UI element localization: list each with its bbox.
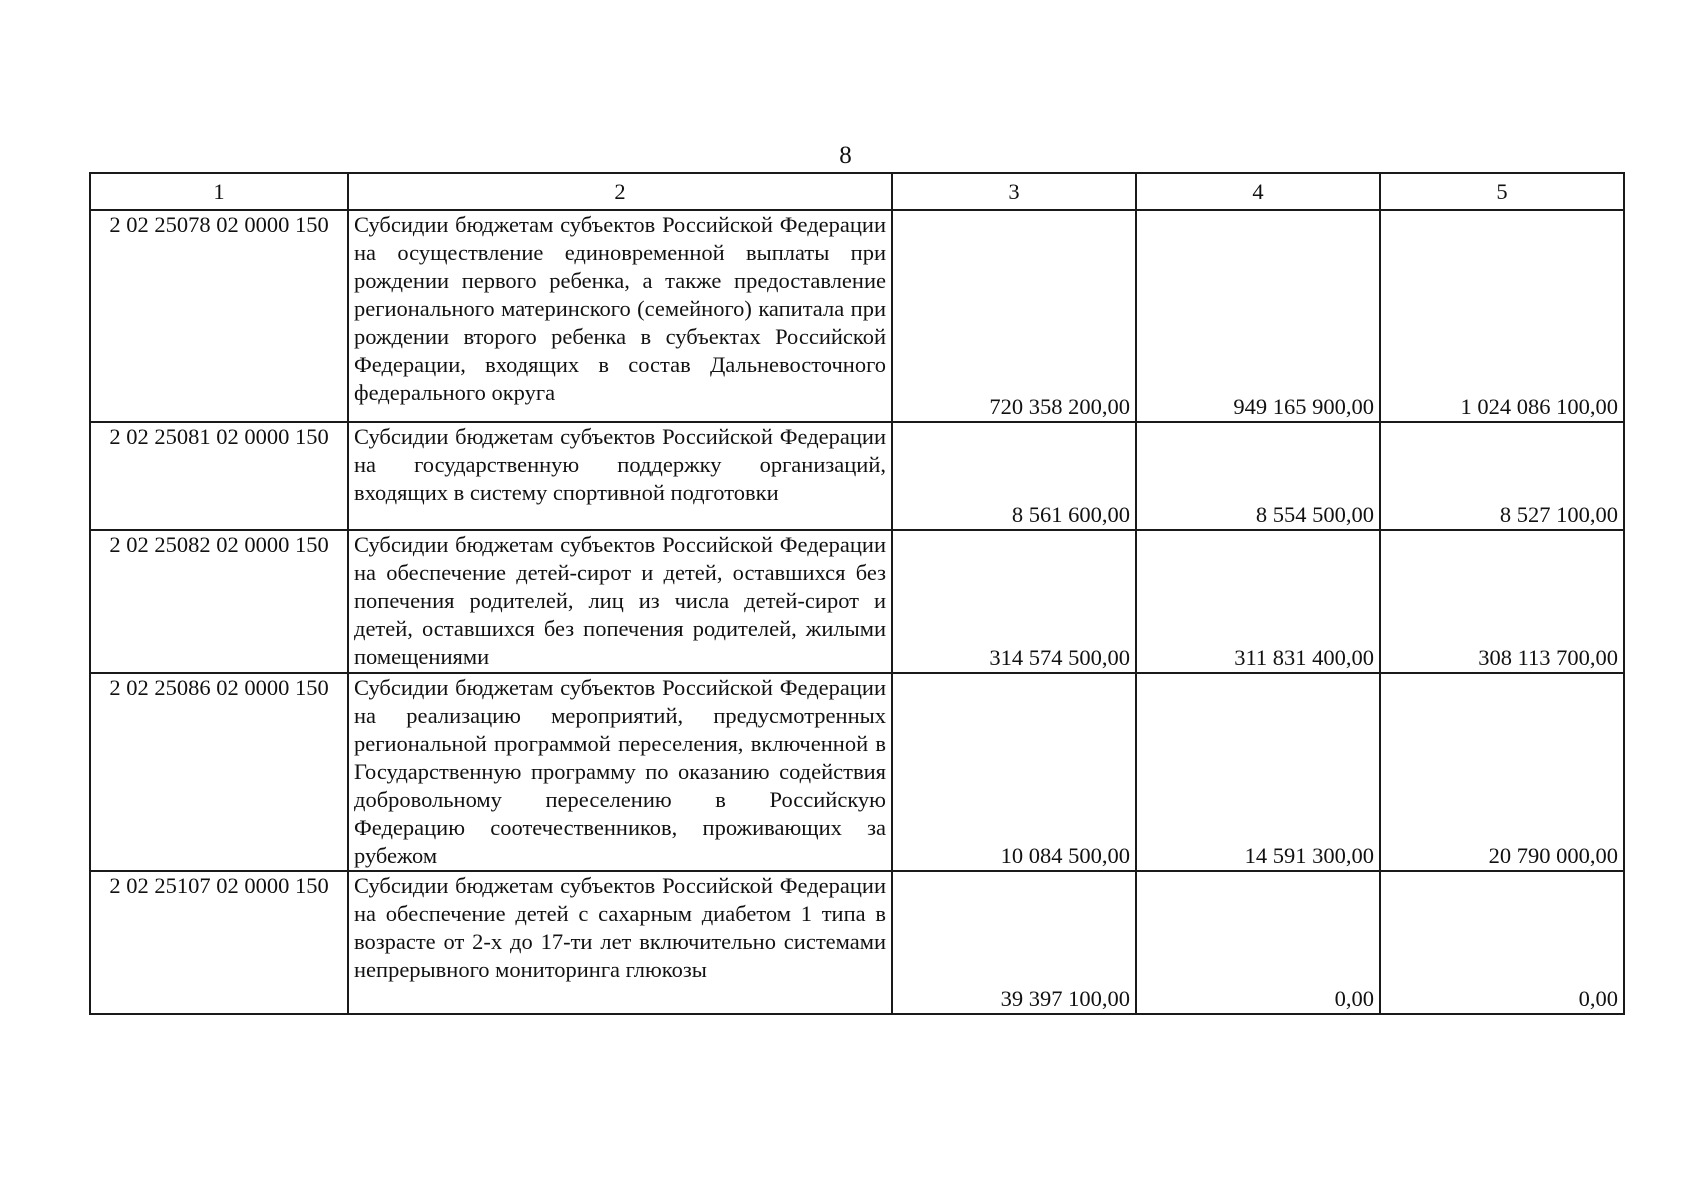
table-row <box>90 871 1624 1014</box>
budget-description: Субсидии бюджетам субъектов Российской Федерации на реализацию мероприятий, предусмотренных региональной программой переселения, включенной в Государственную программу по оказанию содействия добровольному переселению в Российскую Федерацию соотечественников, проживающих за рубежом <box>348 673 892 871</box>
column-header-4: 4 <box>1136 173 1380 210</box>
column-header-3: 3 <box>892 173 1136 210</box>
amount-col-5: 0,00 <box>1380 871 1624 1014</box>
budget-code: 2 02 25081 02 0000 150 <box>90 422 348 530</box>
amount-col-3: 720 358 200,00 <box>892 210 1136 422</box>
budget-code: 2 02 25107 02 0000 150 <box>90 871 348 1014</box>
amount-col-4: 311 831 400,00 <box>1136 530 1380 673</box>
amount-col-5: 8 527 100,00 <box>1380 422 1624 530</box>
page-number: 8 <box>839 142 852 169</box>
amount-col-5: 1 024 086 100,00 <box>1380 210 1624 422</box>
budget-description: Субсидии бюджетам субъектов Российской Федерации на осуществление единовременной выплаты при рождении первого ребенка, а также предоставление регионального материнского (семейного) капитала при рождении второго ребенка в субъектах Российской Федерации, входящих в состав Дальневосточного федерального округа <box>348 210 892 422</box>
table-row <box>90 673 1624 871</box>
amount-col-4: 8 554 500,00 <box>1136 422 1380 530</box>
amount-col-5: 20 790 000,00 <box>1380 673 1624 871</box>
budget-description: Субсидии бюджетам субъектов Российской Федерации на обеспечение детей-сирот и детей, оставшихся без попечения родителей, лиц из числа детей-сирот и детей, оставшихся без попечения родителей, жилыми помещениями <box>348 530 892 673</box>
amount-col-4: 14 591 300,00 <box>1136 673 1380 871</box>
budget-code: 2 02 25082 02 0000 150 <box>90 530 348 673</box>
amount-col-3: 8 561 600,00 <box>892 422 1136 530</box>
budget-code: 2 02 25078 02 0000 150 <box>90 210 348 422</box>
amount-col-3: 39 397 100,00 <box>892 871 1136 1014</box>
table-row <box>90 530 1624 673</box>
column-header-1: 1 <box>90 173 348 210</box>
column-header-2: 2 <box>348 173 892 210</box>
amount-col-3: 10 084 500,00 <box>892 673 1136 871</box>
table-row <box>90 422 1624 530</box>
budget-code: 2 02 25086 02 0000 150 <box>90 673 348 871</box>
budget-table <box>89 172 1625 1015</box>
budget-description: Субсидии бюджетам субъектов Российской Федерации на обеспечение детей с сахарным диабетом 1 типа в возрасте от 2-х до 17-ти лет включительно системами непрерывного мониторинга глюкозы <box>348 871 892 1014</box>
table-row <box>90 210 1624 422</box>
amount-col-5: 308 113 700,00 <box>1380 530 1624 673</box>
amount-col-4: 0,00 <box>1136 871 1380 1014</box>
table-header-row <box>90 173 1624 210</box>
amount-col-3: 314 574 500,00 <box>892 530 1136 673</box>
column-header-5: 5 <box>1380 173 1624 210</box>
amount-col-4: 949 165 900,00 <box>1136 210 1380 422</box>
budget-description: Субсидии бюджетам субъектов Российской Федерации на государственную поддержку организаций, входящих в систему спортивной подготовки <box>348 422 892 530</box>
